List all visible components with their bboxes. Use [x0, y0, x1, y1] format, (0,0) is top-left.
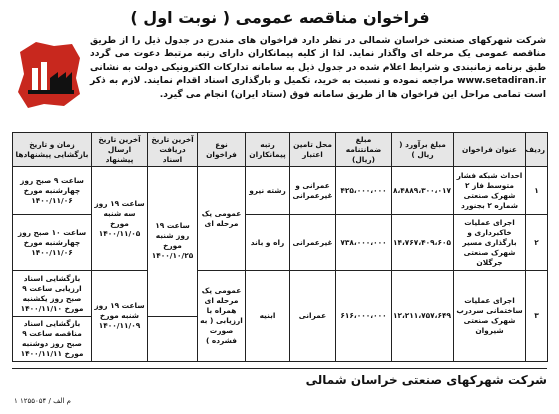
- cell-submit-deadline: ساعت ۱۹ روز شنبه مورخ ۱۴۰۰/۱۱/۰۹: [92, 271, 148, 362]
- header-subject: عنوان فراخوان: [454, 133, 526, 167]
- cell-funding: غیرعمرانی: [290, 215, 336, 271]
- header-row-number: ردیف: [526, 133, 548, 167]
- company-logo-icon: [14, 38, 84, 110]
- table-row: [13, 271, 548, 316]
- cell-row-number: ۲: [526, 215, 548, 271]
- table-header-row: [13, 133, 548, 167]
- cell-grade: راه و باند: [246, 215, 290, 271]
- cell-opening: ساعت ۹ صبح روز چهارشنبه مورخ ۱۴۰۰/۱۱/۰۶: [13, 167, 92, 215]
- cell-type: عمومی یک مرحله ای همراه با ارزیابی ( به صورت فشرده ): [198, 271, 246, 362]
- cell-opening: بازگشایی اسناد ارزیابی ساعت ۹ صبح روز یکشنبه مورخ ۱۴۰۰/۱۱/۱۰: [13, 271, 92, 316]
- intro-text: شرکت شهرکهای صنعتی خراسان شمالی در نظر دارد فراخوان های مندرج در جدول ذیل را از طریق مناقصه عمومی یک مرحله ای واگذار نماید. لذا از کلیه پیمانکاران دارای رتبه مرتبط دعوت می گردد طبق برنامه زمانبندی و شرایط اعلام شده در جدول ذیل به سامانه تدارکات الکترونیکی دولت به نشانی www.setadiran.ir مراجعه نموده و نسبت به خرید، تکمیل و بارگذاری اسناد اقدام نمایند. لازم به ذکر است تمامی مراحل این فراخوان ها از طریق سامانه فوق (ستاد ایران) انجام می گیرد.: [90, 35, 546, 100]
- header-guarantee: مبلغ ضمانتنامه (ریال): [336, 133, 392, 167]
- header-docs-deadline: آخرین تاریخ دریافت اسناد: [148, 133, 198, 167]
- cell-row-number: ۳: [526, 271, 548, 362]
- cell-estimate: ۱۲،۲۱۱،۷۵۷،۶۴۹: [392, 271, 454, 362]
- cell-guarantee: ۶۱۶،۰۰۰،۰۰۰: [336, 271, 392, 362]
- cell-guarantee: ۴۲۵،۰۰۰،۰۰۰: [336, 167, 392, 215]
- cell-funding: عمرانی: [290, 271, 336, 362]
- cell-grade: ابنیه: [246, 271, 290, 362]
- header-type: نوع فراخوان: [198, 133, 246, 167]
- cell-opening: ساعت ۱۰ صبح روز چهارشنبه مورخ ۱۴۰۰/۱۱/۰۶: [13, 215, 92, 271]
- cell-subject: اجرای عملیات ساختمانی سردرب شهرک صنعتی شیروان: [454, 271, 526, 362]
- tender-table: [12, 132, 548, 362]
- cell-docs-deadline: ساعت ۱۹ روز شنبه مورخ ۱۴۰۰/۱۰/۲۵: [148, 167, 198, 317]
- cell-row-number: ۱: [526, 167, 548, 215]
- cell-subject: اجرای عملیات خاکبرداری و بارگذاری مسیر شهرک صنعتی جرگلان: [454, 215, 526, 271]
- reference-code: م الف / ۱۲۵۵۰۵۴ ۱: [14, 397, 72, 405]
- intro-section: [14, 34, 546, 128]
- cell-submit-deadline: ساعت ۱۹ روز سه شنبه مورخ ۱۴۰۰/۱۱/۰۵: [92, 167, 148, 271]
- cell-opening: بازگشایی اسناد مناقصه ساعت ۹ صبح روز دوشنبه مورخ ۱۴۰۰/۱۱/۱۱: [13, 316, 92, 361]
- cell-guarantee: ۷۳۸،۰۰۰،۰۰۰: [336, 215, 392, 271]
- header-estimate: مبلغ برآورد ( ریال ): [392, 133, 454, 167]
- cell-grade: رشته نیرو: [246, 167, 290, 215]
- header-grade: رتبه پیمانکاران: [246, 133, 290, 167]
- cell-funding: عمرانی و غیرعمرانی: [290, 167, 336, 215]
- header-funding: محل تامین اعتبار: [290, 133, 336, 167]
- cell-type: عمومی یک مرحله ای: [198, 167, 246, 271]
- cell-estimate: ۸،۴۸۸۹،۳۰۰،۰۱۷: [392, 167, 454, 215]
- cell-docs-deadline-empty: [148, 316, 198, 361]
- header-opening: زمان و تاریخ بازگشایی پیشنهادها: [13, 133, 92, 167]
- table-row: [13, 167, 548, 215]
- page-title: فراخوان مناقصه عمومی ( نوبت اول ): [130, 8, 430, 27]
- header-submit-deadline: آخرین تاریخ ارسال پیشنهاد: [92, 133, 148, 167]
- cell-estimate: ۱۴،۷۶۷،۴۰۹،۶۰۵: [392, 215, 454, 271]
- cell-subject: احداث شبکه فشار متوسط فاز ۲ شهرک صنعتی شماره ۲ بجنورد: [454, 167, 526, 215]
- footer-company-name: شرکت شهرکهای صنعتی خراسان شمالی: [12, 368, 547, 390]
